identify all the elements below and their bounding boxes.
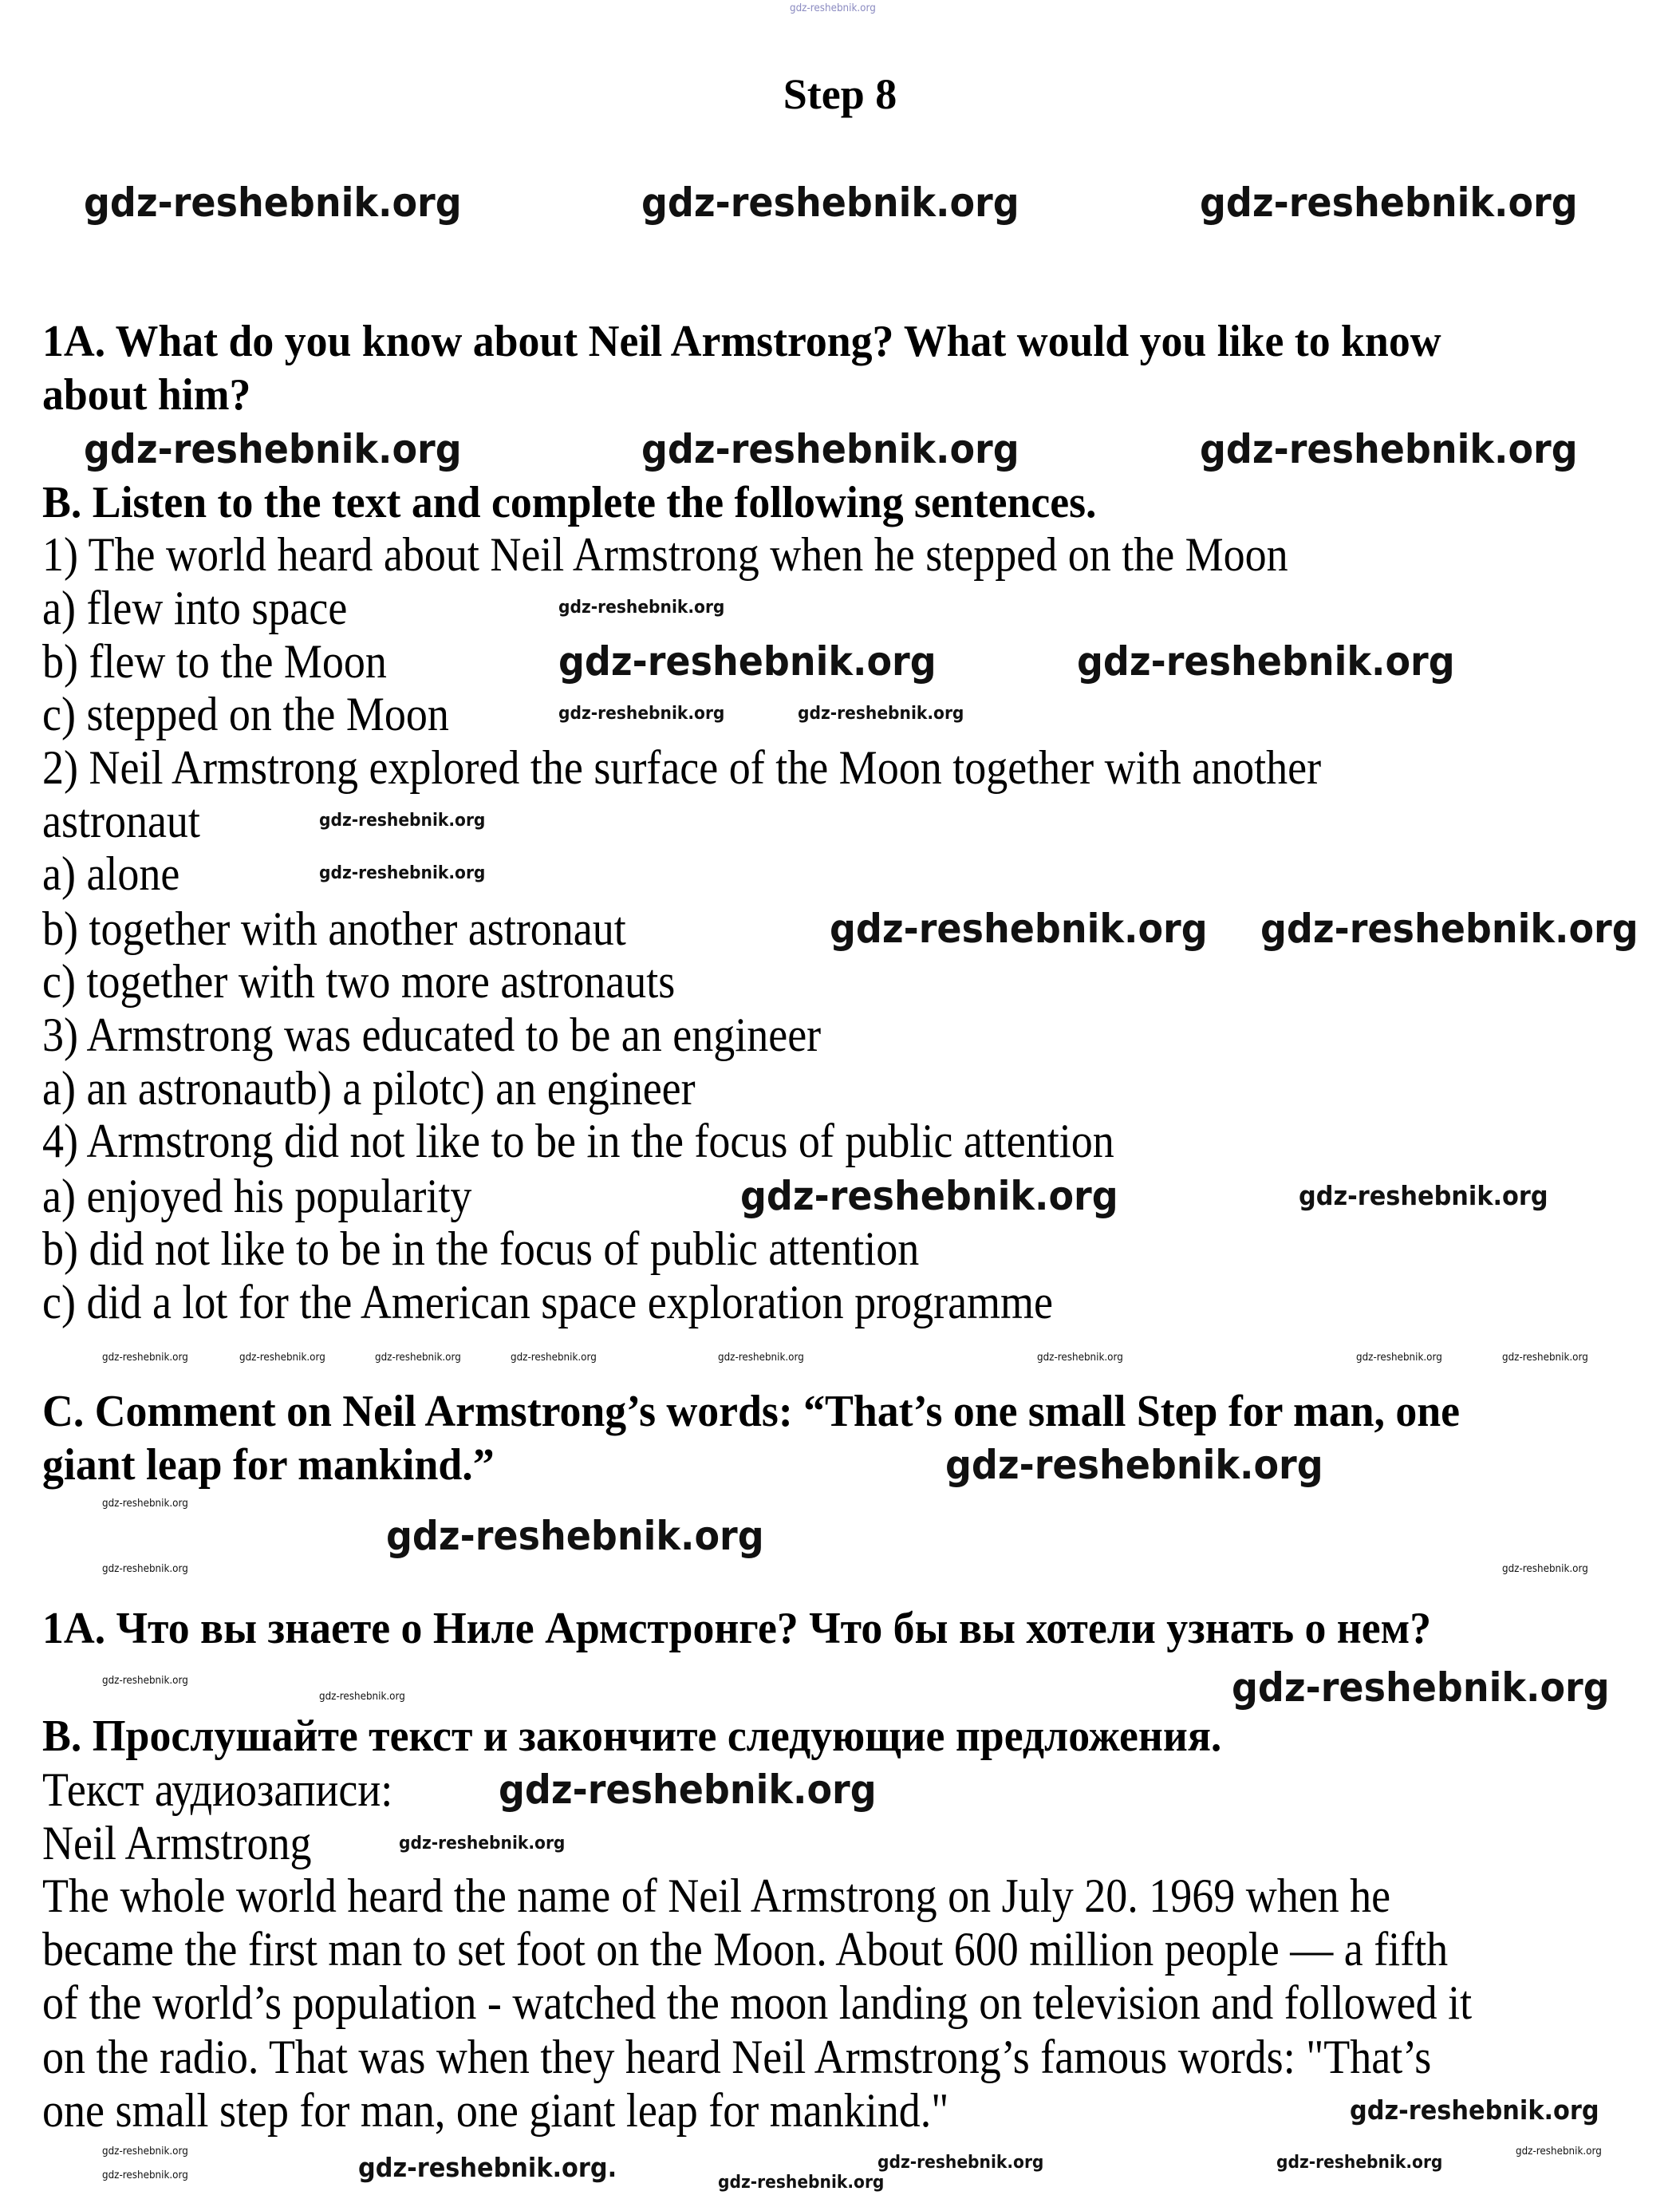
- option-2b: b) together with another astronaut: [42, 902, 626, 955]
- audio-title: Neil Armstrong: [42, 1817, 312, 1869]
- watermark: gdz-reshebnik.org: [1350, 2094, 1599, 2126]
- watermark: gdz-reshebnik.org: [1260, 906, 1639, 952]
- page-title: Step 8: [783, 70, 897, 118]
- watermark: gdz-reshebnik.org: [84, 180, 462, 226]
- watermark: gdz-reshebnik.org: [84, 426, 462, 472]
- watermark: gdz-reshebnik.org: [1276, 2153, 1443, 2173]
- audio-paragraph-line: one small step for man, one giant leap for mankind.": [42, 2084, 949, 2137]
- watermark: gdz-reshebnik.org: [798, 704, 964, 724]
- watermark: gdz-reshebnik.org: [1232, 1664, 1610, 1711]
- watermark: gdz-reshebnik.org: [641, 180, 1019, 226]
- watermark: gdz-reshebnik.org: [102, 1675, 188, 1687]
- option-1a: a) flew into space: [42, 582, 348, 634]
- audio-paragraph-line: became the first man to set foot on the Moon. About 600 million people — a fifth: [42, 1923, 1449, 1976]
- watermark: gdz-reshebnik.org: [790, 2, 876, 14]
- ru-task-1a-heading: 1A. Что вы знаете о Ниле Армстронге? Что бы вы хотели узнать о нем?: [42, 1604, 1432, 1653]
- option-1b: b) flew to the Moon: [42, 635, 387, 688]
- question-2-cont: astronaut: [42, 795, 200, 847]
- option-4a: a) enjoyed his popularity: [42, 1170, 472, 1222]
- question-2: 2) Neil Armstrong explored the surface of the Moon together with another: [42, 741, 1322, 794]
- option-4b: b) did not like to be in the focus of public attention: [42, 1222, 920, 1275]
- watermark: gdz-reshebnik.org: [319, 1691, 405, 1703]
- watermark: gdz-reshebnik.org: [1037, 1352, 1123, 1364]
- audio-paragraph-line: of the world’s population - watched the moon landing on television and followed it: [42, 1976, 1473, 2029]
- watermark: gdz-reshebnik.org: [1502, 1352, 1588, 1364]
- watermark: gdz-reshebnik.org: [239, 1352, 325, 1364]
- watermark: gdz-reshebnik.org: [511, 1352, 597, 1364]
- ru-task-b-heading: B. Прослушайте текст и закончите следующие предложения.: [42, 1711, 1222, 1761]
- watermark: gdz-reshebnik.org: [641, 426, 1019, 472]
- option-1c: c) stepped on the Moon: [42, 688, 449, 740]
- watermark: gdz-reshebnik.org: [1356, 1352, 1442, 1364]
- task-b-heading: B. Listen to the text and complete the following sentences.: [42, 478, 1097, 527]
- watermark: gdz-reshebnik.org: [386, 1513, 764, 1559]
- task-c-heading: C. Comment on Neil Armstrong’s words: “That’s one small Step for man, one: [42, 1387, 1461, 1436]
- watermark: gdz-reshebnik.org: [102, 1352, 188, 1364]
- watermark: gdz-reshebnik.org: [877, 2153, 1044, 2173]
- watermark: gdz-reshebnik.org: [740, 1173, 1118, 1219]
- watermark: gdz-reshebnik.org: [319, 811, 486, 831]
- watermark: gdz-reshebnik.org: [945, 1442, 1323, 1488]
- audio-label: Текст аудиозаписи:: [42, 1763, 393, 1816]
- watermark: gdz-reshebnik.org: [1077, 638, 1455, 685]
- question-4: 4) Armstrong did not like to be in the focus of public attention: [42, 1115, 1114, 1167]
- audio-paragraph-line: The whole world heard the name of Neil Armstrong on July 20. 1969 when he: [42, 1869, 1391, 1922]
- question-3: 3) Armstrong was educated to be an engineer: [42, 1009, 822, 1061]
- options-3: a) an astronautb) a pilotc) an engineer: [42, 1062, 696, 1115]
- watermark: gdz-reshebnik.org: [102, 1498, 188, 1510]
- watermark: gdz-reshebnik.org.: [358, 2152, 617, 2183]
- watermark: gdz-reshebnik.org: [102, 2146, 188, 2157]
- watermark: gdz-reshebnik.org: [1200, 426, 1578, 472]
- watermark: gdz-reshebnik.org: [718, 1352, 804, 1364]
- watermark: gdz-reshebnik.org: [1516, 2146, 1602, 2157]
- question-1: 1) The world heard about Neil Armstrong when he stepped on the Moon: [42, 528, 1288, 581]
- watermark: gdz-reshebnik.org: [718, 2173, 885, 2193]
- watermark: gdz-reshebnik.org: [558, 704, 725, 724]
- watermark: gdz-reshebnik.org: [102, 1563, 188, 1575]
- watermark: gdz-reshebnik.org: [1299, 1180, 1548, 1211]
- option-2a: a) alone: [42, 847, 180, 900]
- task-1a-heading: 1A. What do you know about Neil Armstrong? What would you like to know: [42, 317, 1441, 366]
- watermark: gdz-reshebnik.org: [558, 598, 725, 618]
- watermark: gdz-reshebnik.org: [399, 1834, 566, 1854]
- option-2c: c) together with two more astronauts: [42, 955, 676, 1008]
- watermark: gdz-reshebnik.org: [1502, 1563, 1588, 1575]
- watermark: gdz-reshebnik.org: [319, 863, 486, 883]
- watermark: gdz-reshebnik.org: [102, 2169, 188, 2181]
- watermark: gdz-reshebnik.org: [499, 1767, 877, 1813]
- option-4c: c) did a lot for the American space exploration programme: [42, 1276, 1054, 1328]
- watermark: gdz-reshebnik.org: [1200, 180, 1578, 226]
- task-c-heading-cont: giant leap for mankind.”: [42, 1440, 495, 1490]
- audio-paragraph-line: on the radio. That was when they heard Neil Armstrong’s famous words: "That’s: [42, 2031, 1432, 2083]
- watermark: gdz-reshebnik.org: [558, 638, 937, 685]
- task-1a-heading-cont: about him?: [42, 370, 251, 420]
- watermark: gdz-reshebnik.org: [375, 1352, 461, 1364]
- watermark: gdz-reshebnik.org: [830, 906, 1208, 952]
